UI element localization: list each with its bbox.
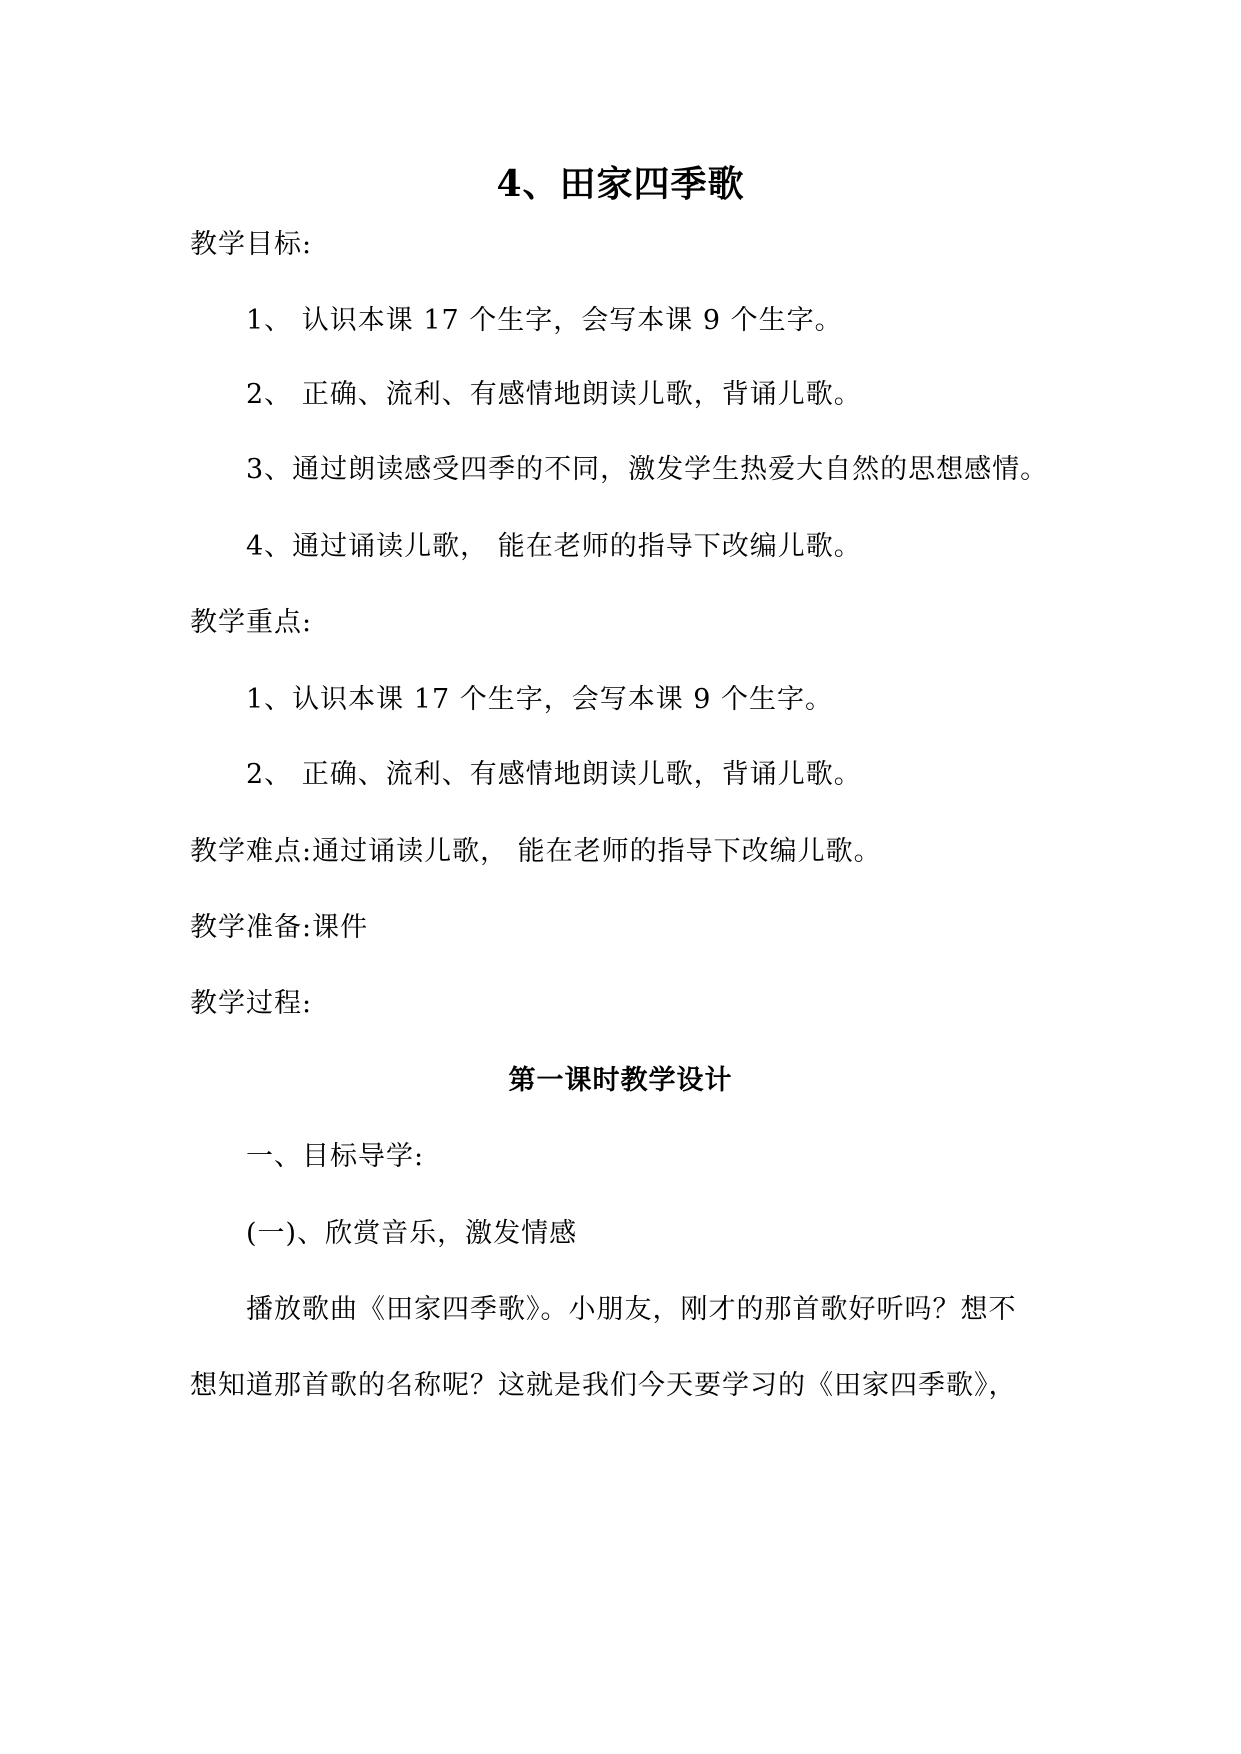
preparation-line: 教学准备:课件 (190, 912, 369, 943)
objective-item: 3、通过朗读感受四季的不同，激发学生热爱大自然的思想感情。 (246, 454, 1049, 485)
objective-item: 4、通过诵读儿歌， 能在老师的指导下改编儿歌。 (246, 531, 862, 562)
paragraph-line: 想知道那首歌的名称呢？这就是我们今天要学习的《田家四季歌》， (190, 1370, 1017, 1401)
key-points-heading: 教学重点: (190, 607, 313, 638)
subsection-heading: (一)、欣赏音乐，激发情感 (246, 1218, 578, 1249)
objective-item: 1、 认识本课 17 个生字，会写本课 9 个生字。 (246, 305, 843, 336)
objective-item: 2、 正确、流利、有感情地朗读儿歌，背诵儿歌。 (246, 379, 862, 410)
key-point-item: 2、 正确、流利、有感情地朗读儿歌，背诵儿歌。 (246, 759, 862, 790)
objectives-heading: 教学目标: (190, 229, 313, 260)
difficulty-line: 教学难点:通过诵读儿歌， 能在老师的指导下改编儿歌。 (190, 836, 882, 867)
lesson-title: 第一课时教学设计 (508, 1065, 733, 1096)
process-heading: 教学过程: (190, 988, 313, 1019)
document-title: 4、田家四季歌 (496, 163, 745, 205)
section-heading: 一、目标导学: (246, 1141, 425, 1172)
key-point-item: 1、认识本课 17 个生字，会写本课 9 个生字。 (246, 684, 834, 715)
paragraph-line: 播放歌曲《田家四季歌》。小朋友，刚才的那首歌好听吗？想不 (246, 1294, 1017, 1325)
